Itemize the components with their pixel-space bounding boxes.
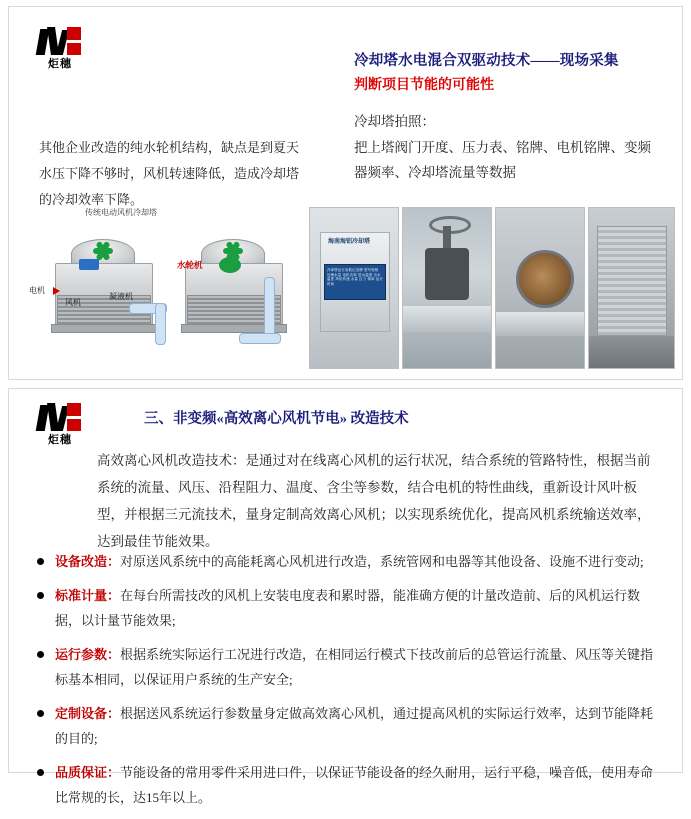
pointer-arrow-icon [53,287,60,295]
label-motor: 电机 [29,286,45,295]
list-item-label: 定制设备： [55,706,121,721]
brand-logo [31,403,89,455]
list-item-text: 根据送风系统运行参数量身定做高效离心风机，通过提高风机的实际运行效率，达到节能降耗的目的; [55,706,654,746]
valve-photo [402,207,492,369]
photo-instruction-body: 把上塔阀门开度、压力表、铭牌、电机铭牌、变频器频率、冷却塔流量等数据 [354,140,651,180]
list-item-label: 运行参数： [55,647,121,662]
list-item [35,549,660,574]
label-waterwheel: 水轮机 [177,260,203,270]
list-item [35,760,660,810]
fan-blade-icon [85,243,119,259]
slide-bottom [8,388,683,805]
list-item-label: 设备改造： [55,554,121,569]
photo-caption: 海南海铝冷却塔 [328,239,371,245]
nameplate-sign [324,264,386,300]
cooling-tower-site-photo [588,207,675,369]
list-item-text: 节能设备的常用零件采用进口件，以保证节能设备的经久耐用，运行平稳，噪音低，使用寿命比常规的长，达15年以上。 [55,765,654,805]
bullet-dot-icon [37,592,44,599]
list-item [35,583,660,633]
list-item-text: 对原送风系统中的高能耗离心风机进行改造，系统管网和电器等其他设备、设施不进行变动; [120,554,644,569]
nameplate-text: 冷却塔运行参数记录牌 型号规格 处理水量 电机功率 进水温度 出水温度 风机转速 水量 压力 频率 运行时间 [327,268,383,286]
slide-bottom-intro: 高效离心风机改造技术：是通过对在线离心风机的运行状况，结合系统的管路特性，根据当前系统的流量、风压、沿程阻力、温度、含尘等参数，结合电机的特性曲线，重新设计风叶板型，并根据三元流技术，量身定制高效离心风机；以实现系统优化，提高风机系统输送效率，达到最佳节能效果。 [97,453,651,549]
slide-top-subtitle: 判断项目节能的可能性 [354,78,494,93]
list-item-text: 在每台所需技改的风机上安装电度表和累时器，能准确方便的计量改造前、后的风机运行数据，以计量节能效果; [55,588,641,628]
flame-logo-icon [36,403,84,433]
photo-instruction-label: 冷却塔拍照： [354,114,435,129]
cooling-tower-nameplate-photo [309,207,399,369]
site-photo-strip [309,207,675,369]
illustration-caption-top: 传统电动风机冷却塔 [85,208,157,217]
tower-electric-fan [49,221,157,339]
list-item-label: 品质保证： [55,765,121,780]
label-condenser: 凝液机 [109,292,133,301]
slide-top-paragraph: 其他企业改造的纯水轮机结构，缺点是到夏天水压下降不够时，风机转速降低，造成冷却塔的冷却效率下降。 [39,140,300,207]
brand-logo [31,27,89,79]
pipe-segment [155,303,166,345]
flame-logo-icon [36,27,84,57]
pipe-flange-photo [495,207,585,369]
label-fan: 风机 [65,298,81,307]
bullet-dot-icon [37,710,44,717]
bullet-dot-icon [37,769,44,776]
slide-bottom-title: 三、非变频«高效离心风机节电» 改造技术 [144,411,409,427]
cooling-tower-illustration [29,207,304,362]
water-wheel-icon [219,257,241,273]
list-item [35,642,660,692]
bullet-dot-icon [37,558,44,565]
slide-top [8,6,683,380]
list-item [35,701,660,751]
motor-icon [79,259,99,270]
brand-name: 炬穗 [48,58,72,70]
list-item-label: 标准计量： [55,588,121,603]
pipe-segment [264,277,275,341]
benefit-bullet-list [35,549,660,819]
slide-top-title: 冷却塔水电混合双驱动技术——现场采集 [354,53,619,69]
brand-name: 炬穗 [48,434,72,446]
pipe-segment [239,333,281,344]
list-item-text: 根据系统实际运行工况进行改造，在相同运行模式下技改前后的总管运行流量、风压等关键指标基本相同，以保证用户系统的生产安全; [55,647,654,687]
bullet-dot-icon [37,651,44,658]
